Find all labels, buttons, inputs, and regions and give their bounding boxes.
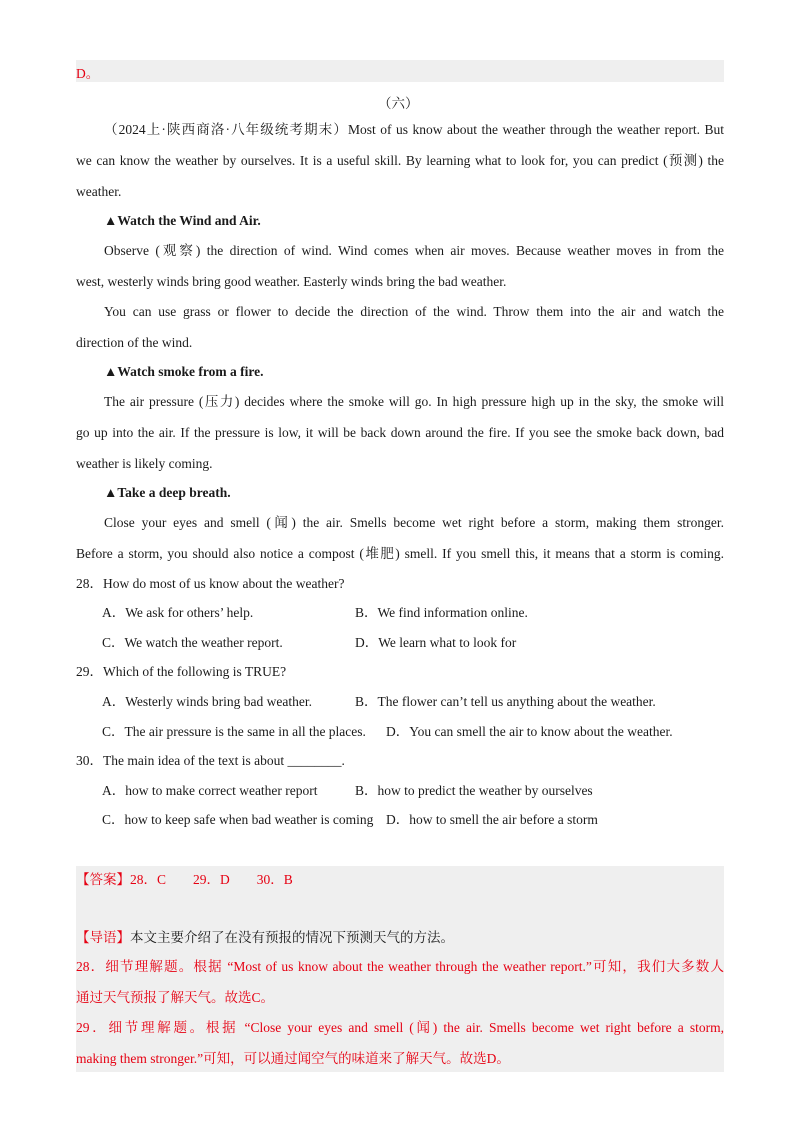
paragraph-3-line-1: The air pressure (压力) decides where the smoke will go. In high pressure high up in the sky, the smoke will [104,394,724,409]
question-30-option-d: D．how to smell the air before a storm [386,812,598,827]
question-28-option-b: B．We find information online. [355,605,528,620]
heading-wind-and-air: ▲Watch the Wind and Air. [104,213,261,228]
paragraph-1-line-2: west, westerly winds bring good weather. Easterly winds bring the bad weather. [76,274,507,289]
answer-line [76,870,293,890]
question-28-option-c: C．We watch the weather report. [102,635,283,650]
heading-smoke: ▲Watch smoke from a fire. [104,364,264,379]
analysis-line-3: 29．细节理解题。根据 “Close your eyes and smell (闻) the air. Smells become wet right before a storm, [76,1020,724,1035]
answer-text: 28．C 29．D 30．B [130,872,293,887]
paragraph-4-line-2: Before a storm, you should also notice a compost (堆肥) smell. If you smell this, it means that a storm is coming. [76,546,724,561]
paragraph-3-line-3: weather is likely coming. [76,456,213,471]
analysis-intro [76,928,454,948]
section-title: （六） [378,96,419,111]
question-30-option-b: B．how to predict the weather by ourselves [355,783,593,798]
paragraph-4-line-1: Close your eyes and smell (闻) the air. Smells become wet right before a storm, making them stronger. [104,515,724,530]
analysis-intro-text: 本文主要介绍了在没有预报的情况下预测天气的方法。 [130,930,454,945]
question-30-option-c: C．how to keep safe when bad weather is coming [102,812,374,827]
passage-intro-line-1: （2024上·陕西商洛·八年级统考期末）Most of us know about the weather through the weather report. But [104,122,724,137]
question-30-stem: 30．The main idea of the text is about ________. [76,753,345,768]
question-29-option-d: D．You can smell the air to know about the weather. [386,724,673,739]
analysis-line-4: making them stronger.”可知，可以通过闻空气的味道来了解天气。故选D。 [76,1051,510,1066]
previous-answer-block [76,60,724,82]
previous-answer: D。 [76,66,100,81]
question-28-stem: 28．How do most of us know about the weather? [76,576,345,591]
question-29-stem: 29．Which of the following is TRUE? [76,664,287,679]
analysis-line-1: 28．细节理解题。根据 “Most of us know about the weather through the weather report.”可知，我们大多数人 [76,959,724,974]
question-29-option-b: B．The flower can’t tell us anything about the weather. [355,694,656,709]
analysis-intro-label: 【导语】 [76,930,130,945]
passage-intro-line-3: weather. [76,184,122,199]
question-28-option-a: A．We ask for others’ help. [102,605,254,620]
question-29-option-c: C．The air pressure is the same in all the places. [102,724,366,739]
paragraph-3-line-2: go up into the air. If the pressure is low, it will be back down around the fire. If you see the smoke back down, bad [76,425,724,440]
heading-deep-breath: ▲Take a deep breath. [104,485,231,500]
paragraph-2-line-2: direction of the wind. [76,335,193,350]
analysis-line-2: 通过天气预报了解天气。故选C。 [76,990,275,1005]
answer-label: 【答案】 [76,872,130,887]
question-30-option-a: A．how to make correct weather report [102,783,318,798]
question-28-option-d: D．We learn what to look for [355,635,517,650]
paragraph-1-line-1: Observe (观察) the direction of wind. Wind comes when air moves. Because weather moves in from the [104,243,724,258]
paragraph-2-line-1: You can use grass or flower to decide the direction of the wind. Throw them into the air and watch the [104,304,724,319]
question-29-option-a: A．Westerly winds bring bad weather. [102,694,312,709]
passage-intro-line-2: we can know the weather by ourselves. It is a useful skill. By learning what to look for, you can predict (预测) the [76,153,724,168]
